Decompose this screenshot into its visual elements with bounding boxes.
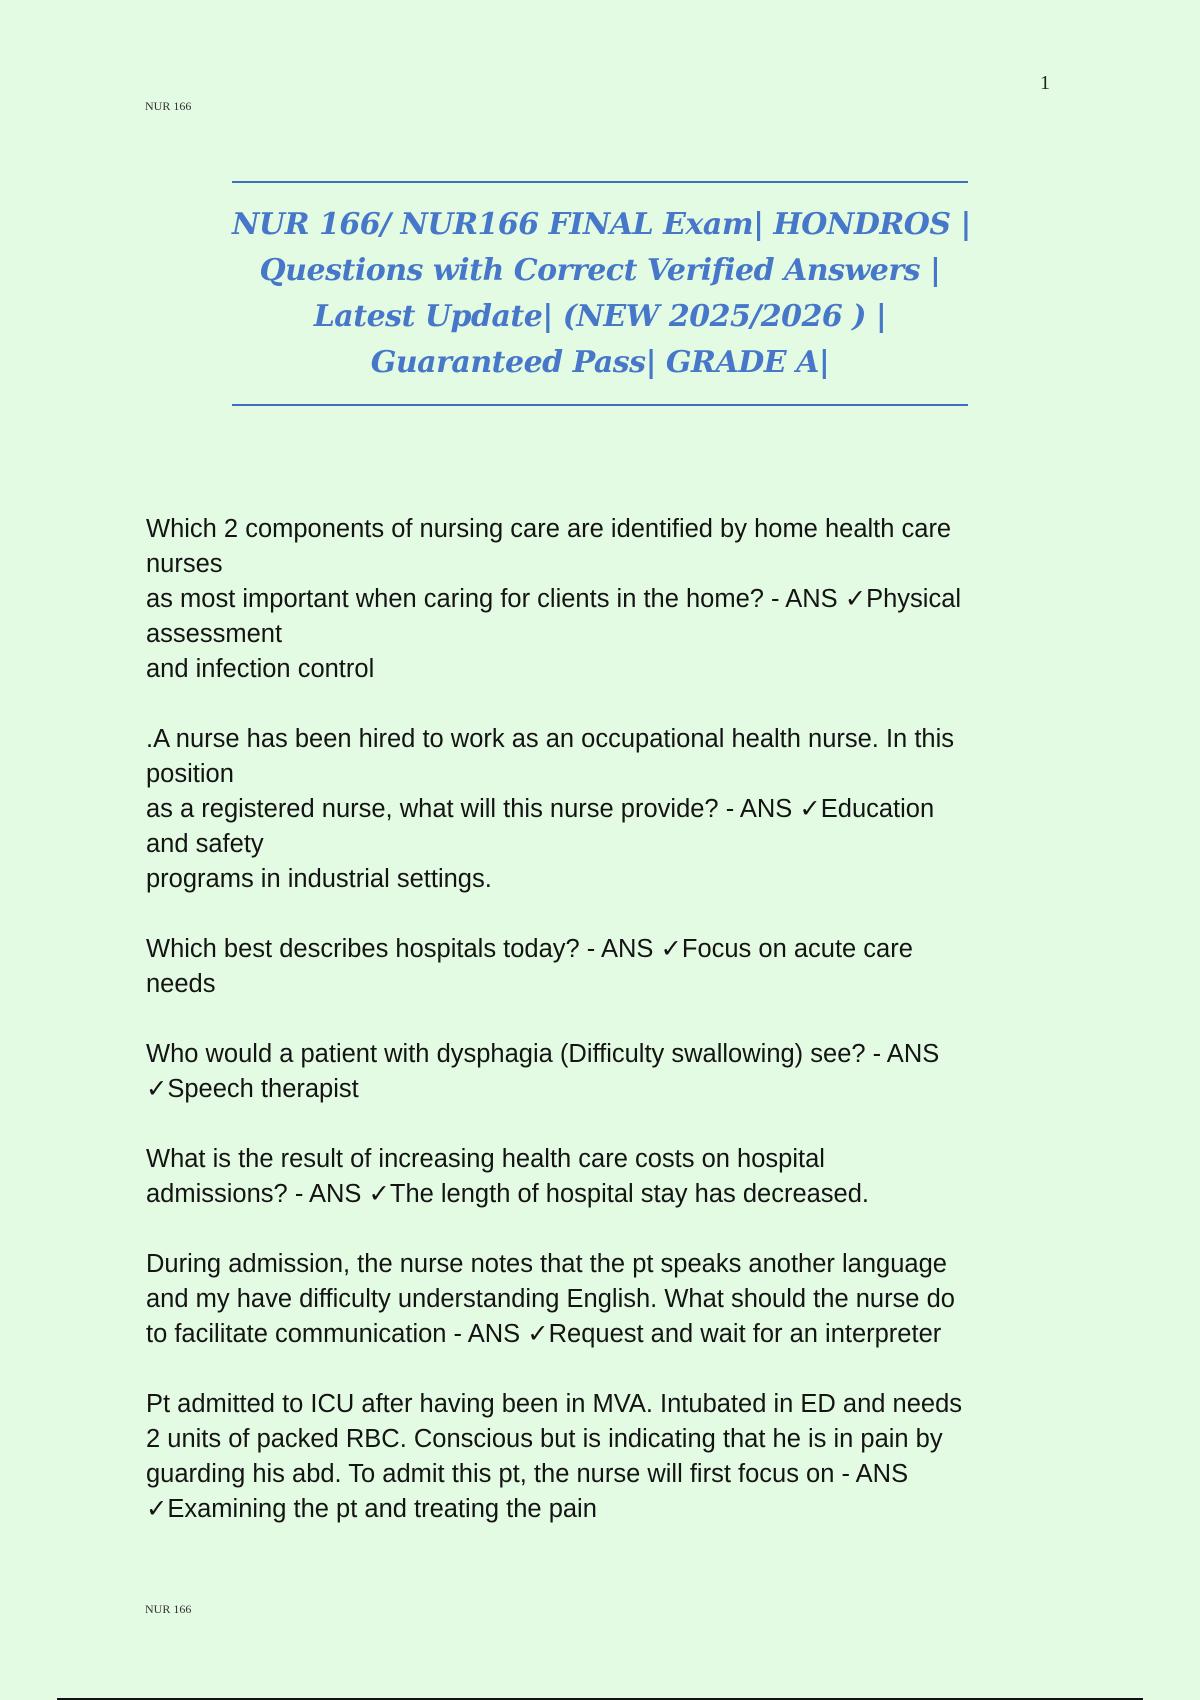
qa-line: programs in industrial settings. — [146, 865, 492, 893]
qa-line: and my have difficulty understanding English. What should the nurse do — [146, 1285, 955, 1313]
title-rule-top — [232, 181, 968, 183]
qa-line: Who would a patient with dysphagia (Difficulty swallowing) see? - ANS — [146, 1040, 940, 1068]
title-rule-bottom — [232, 404, 968, 406]
qa-line: as a registered nurse, what will this nurse provide? - ANS ✓Education — [146, 795, 935, 823]
qa-line: Pt admitted to ICU after having been in MVA. Intubated in ED and needs — [146, 1390, 963, 1418]
qa-line: Which best describes hospitals today? - ANS ✓Focus on acute care — [146, 935, 913, 963]
running-header: NUR 166 — [145, 99, 192, 113]
title-line: Latest Update| (NEW 2025/2026 ) | — [313, 299, 887, 334]
qa-list — [146, 512, 1066, 1562]
qa-item — [146, 722, 1066, 897]
qa-line: During admission, the nurse notes that the pt speaks another language — [146, 1250, 947, 1278]
qa-line: ✓Examining the pt and treating the pain — [146, 1495, 597, 1523]
title-line: NUR 166/ NUR166 FINAL Exam| HONDROS | — [232, 207, 971, 242]
qa-line: as most important when caring for clients in the home? - ANS ✓Physical — [146, 585, 962, 613]
qa-item — [146, 932, 1066, 1002]
qa-item — [146, 1037, 1066, 1107]
qa-line: .A nurse has been hired to work as an occupational health nurse. In this — [146, 725, 955, 753]
qa-line: position — [146, 760, 234, 788]
qa-line: guarding his abd. To admit this pt, the nurse will first focus on - ANS — [146, 1460, 909, 1488]
qa-line: ✓Speech therapist — [146, 1075, 359, 1103]
qa-item — [146, 1247, 1066, 1352]
qa-item — [146, 1142, 1066, 1212]
title-line: Questions with Correct Verified Answers | — [259, 253, 941, 288]
qa-item — [146, 512, 1066, 687]
qa-line: and infection control — [146, 655, 375, 683]
qa-line: assessment — [146, 620, 283, 648]
title-line: Guaranteed Pass| GRADE A| — [370, 345, 830, 380]
qa-line: to facilitate communication - ANS ✓Request and wait for an interpreter — [146, 1320, 942, 1348]
qa-line: nurses — [146, 550, 223, 578]
qa-item — [146, 1387, 1066, 1527]
page-number: 1 — [1040, 72, 1050, 94]
running-footer: NUR 166 — [145, 1602, 192, 1616]
qa-line: Which 2 components of nursing care are identified by home health care — [146, 515, 952, 543]
qa-line: admissions? - ANS ✓The length of hospital stay has decreased. — [146, 1180, 870, 1208]
qa-line: and safety — [146, 830, 264, 858]
document-title — [232, 202, 971, 386]
qa-line: What is the result of increasing health care costs on hospital — [146, 1145, 825, 1173]
qa-line: needs — [146, 970, 216, 998]
qa-line: 2 units of packed RBC. Conscious but is indicating that he is in pain by — [146, 1425, 943, 1453]
